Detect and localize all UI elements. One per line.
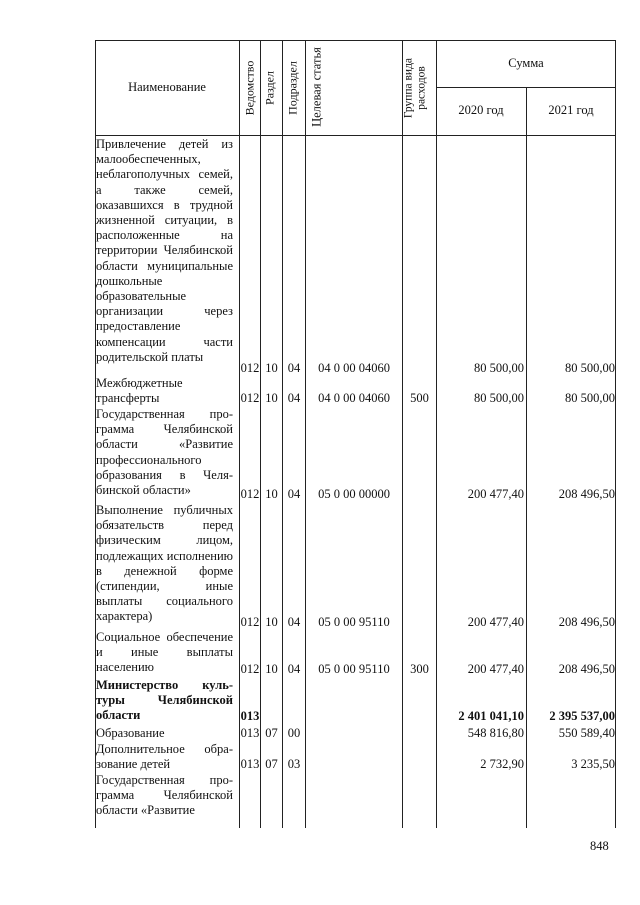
cell-vedomstvo: 013 [240, 726, 260, 740]
cell-sum-2021: 208 496,50 [558, 662, 615, 676]
row-name: Министерство культуры Челябинской области [96, 678, 233, 723]
cell-gruppa: 300 [410, 662, 429, 676]
cell-sum-2021: 208 496,50 [558, 615, 615, 629]
cell-podrazdel: 04 [287, 391, 301, 405]
grid-line [95, 40, 616, 41]
cell-razdel: 10 [265, 487, 278, 501]
cell-podrazdel: 04 [287, 662, 301, 676]
cell-razdel: 10 [265, 615, 278, 629]
cell-sum-2021: 80 500,00 [565, 391, 615, 405]
cell-sum-2021: 2 395 537,00 [549, 709, 615, 723]
grid-line [260, 40, 261, 828]
cell-sum-2021: 550 589,40 [558, 726, 615, 740]
cell-razdel: 10 [265, 361, 278, 375]
row-name: Привлечение детей из малообеспеченных, неблагополучных семей, а также семей, оказавшихся в трудной жизненной ситуации, в расположенные на территории Челябинской области муниципальные дошкольные образовательные организации через предоставление компенсации части родительской платы [96, 137, 233, 364]
cell-podrazdel: 00 [287, 726, 301, 740]
grid-line [436, 87, 616, 88]
budget-table [95, 40, 616, 828]
cell-vedomstvo: 013 [240, 709, 260, 723]
cell-vedomstvo: 012 [240, 615, 260, 629]
header-razdel: Раздел [262, 71, 277, 105]
row-name: Выполнение публичных обязательств перед физическим лицом, подлежащих исполнению в денежной форме (стипендии, иные выплаты социального характера) [96, 503, 233, 624]
row-name: Дополнительное образование детей [96, 742, 233, 772]
grid-line [95, 135, 616, 136]
cell-celevaya: 04 0 00 04060 [318, 361, 390, 375]
cell-celevaya: 05 0 00 00000 [318, 487, 390, 501]
cell-sum-2021: 208 496,50 [558, 487, 615, 501]
cell-celevaya: 04 0 00 04060 [318, 391, 390, 405]
row-name: Межбюджетные трансферты [96, 376, 183, 406]
header-summa: Сумма [508, 56, 544, 70]
row-name: Социальное обеспечение и иные выплаты населению [96, 630, 233, 675]
cell-sum-2021: 3 235,50 [571, 757, 615, 771]
cell-razdel: 07 [265, 757, 278, 771]
cell-sum-2020: 2 732,90 [480, 757, 524, 771]
row-name: Государственная программа Челябинской области «Развитие профессионального образования в Челябинской области» [96, 407, 233, 498]
header-gruppa-vida-raskhodov: Группа вида расходов [402, 57, 428, 119]
header-vedomstvo: Ведомство [242, 60, 257, 116]
cell-razdel: 10 [265, 391, 278, 405]
cell-sum-2020: 200 477,40 [467, 662, 524, 676]
header-podrazdel: Подраздел [285, 61, 300, 115]
header-year-2021: 2021 год [548, 103, 594, 117]
cell-sum-2020: 80 500,00 [474, 361, 524, 375]
cell-sum-2020: 2 401 041,10 [458, 709, 524, 723]
row-name: Государственная программа Челябинской области «Развитие [96, 773, 233, 818]
cell-podrazdel: 04 [287, 361, 301, 375]
cell-podrazdel: 04 [287, 487, 301, 501]
cell-sum-2020: 200 477,40 [467, 487, 524, 501]
cell-sum-2020: 80 500,00 [474, 391, 524, 405]
header-year-2020: 2020 год [458, 103, 504, 117]
grid-line [402, 40, 403, 828]
cell-celevaya: 05 0 00 95110 [318, 615, 390, 629]
cell-sum-2020: 200 477,40 [467, 615, 524, 629]
page-number: 848 [590, 839, 609, 853]
cell-gruppa: 500 [410, 391, 429, 405]
cell-razdel: 10 [265, 662, 278, 676]
cell-sum-2021: 80 500,00 [565, 361, 615, 375]
header-name: Наименование [128, 80, 206, 94]
cell-celevaya: 05 0 00 95110 [318, 662, 390, 676]
cell-vedomstvo: 012 [240, 391, 260, 405]
cell-vedomstvo: 012 [240, 662, 260, 676]
cell-sum-2020: 548 816,80 [467, 726, 524, 740]
grid-line [615, 40, 616, 828]
grid-line [282, 40, 283, 828]
row-name: Образование [96, 726, 165, 740]
cell-vedomstvo: 012 [240, 361, 260, 375]
cell-vedomstvo: 013 [240, 757, 260, 771]
grid-line [305, 40, 306, 828]
cell-podrazdel: 03 [287, 757, 301, 771]
cell-vedomstvo: 012 [240, 487, 260, 501]
header-celevaya-statya: Целевая статья [309, 47, 324, 127]
cell-razdel: 07 [265, 726, 278, 740]
cell-podrazdel: 04 [287, 615, 301, 629]
